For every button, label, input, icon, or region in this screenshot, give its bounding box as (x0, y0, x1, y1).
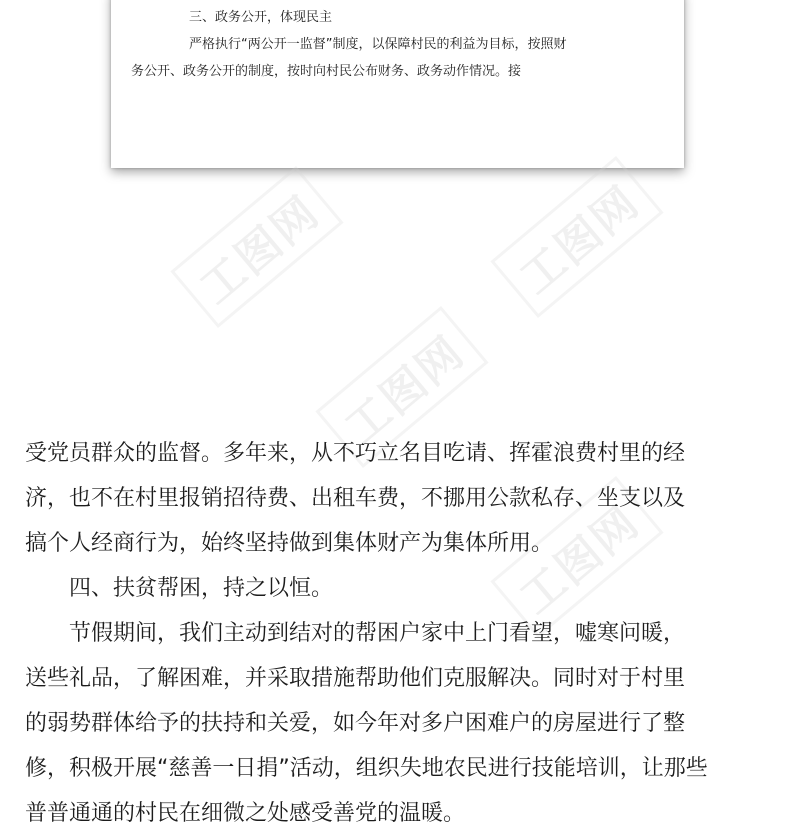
watermark: 工图网 (490, 156, 663, 318)
paragraph-line: 严格执行“两公开一监督”制度，以保障村民的利益为目标，按照财 (189, 37, 567, 52)
body-line: 修，积极开展“慈善一日捐”活动，组织失地农民进行技能培训，让那些 (25, 756, 708, 781)
body-line: 济，也不在村里报销招待费、出租车费，不挪用公款私存、坐支以及 (25, 486, 686, 511)
document-page-preview (111, 0, 684, 168)
watermark: 工图网 (315, 306, 488, 468)
body-line: 的弱势群体给予的扶持和关爱，如今年对多户困难户的房屋进行了整 (25, 711, 686, 736)
body-line: 搞个人经商行为，始终坚持做到集体财产为集体所用。 (25, 531, 554, 556)
body-line: 节假期间，我们主动到结对的帮困户家中上门看望，嘘寒问暖， (69, 621, 686, 646)
section-heading: 三、政务公开，体现民主 (189, 10, 333, 25)
document-body (25, 431, 785, 836)
watermark: 工图网 (490, 476, 663, 638)
paragraph-line: 务公开、政务公开的制度，按时向村民公布财务、政务动作情况。接 (131, 64, 522, 79)
body-line: 受党员群众的监督。多年来，从不巧立名目吃请、挥霍浪费村里的经 (25, 441, 686, 466)
body-line: 普普通通的村民在细微之处感受善党的温暖。 (25, 801, 466, 826)
body-line: 送些礼品，了解困难，并采取措施帮助他们克服解决。同时对于村里 (25, 666, 686, 691)
section-heading: 四、扶贫帮困，持之以恒。 (69, 576, 334, 601)
watermark: 工图网 (170, 166, 343, 328)
